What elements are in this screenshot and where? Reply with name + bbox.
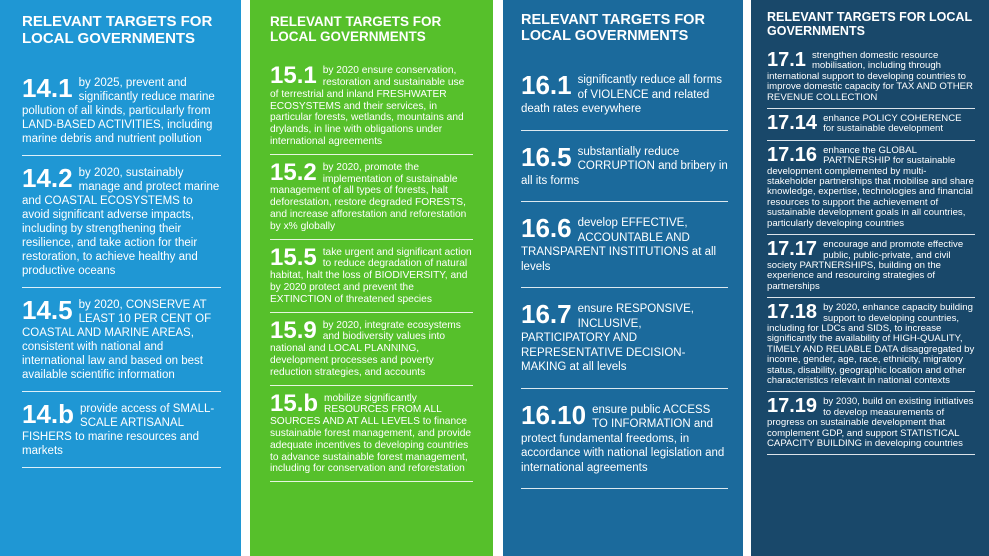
target-number: 14.5	[22, 294, 73, 325]
goal-16-panel	[503, 0, 743, 556]
target-text: develop EFFECTIVE, ACCOUNTABLE AND TRANSPARENT INSTITUTIONS at all levels	[521, 217, 717, 273]
target-14-1	[22, 66, 221, 156]
target-number: 14.1	[22, 72, 73, 103]
target-number: 15.9	[270, 316, 317, 344]
target-number: 17.16	[767, 143, 818, 166]
target-text: by 2020, CONSERVE AT LEAST 10 PER CENT OF COASTAL AND MARINE AREAS, consistent with national and international law and based on best available scientific information	[22, 298, 212, 381]
target-17-1	[767, 46, 975, 109]
target-15-5	[270, 240, 473, 313]
target-number: 16.10	[521, 399, 587, 430]
target-text: ensure public ACCESS TO INFORMATION and protect fundamental freedoms, in accordance with national legislation and international agreements	[521, 403, 725, 474]
target-16-6	[521, 202, 728, 288]
target-17-18	[767, 298, 975, 392]
target-text: enhance the GLOBAL PARTNERSHIP for sustainable development complemented by multi-stakeholder partnerships that mobilise and share knowledge, expertise, technologies and financial resources to support the achievement of sustainable development goals in all countries, particularly developing countries	[767, 144, 974, 229]
target-text: take urgent and significant action to reduce degradation of natural habitat, halt the loss of BIODIVERSITY, and by 2020 protect and prevent the EXTINCTION of threatened species	[270, 246, 472, 305]
target-number: 15.2	[270, 158, 317, 186]
target-text: by 2025, prevent and significantly reduce marine pollution of all kinds, particularly from LAND-BASED ACTIVITIES, including marine debris and nutrient pollution	[22, 76, 215, 145]
target-number: 16.6	[521, 213, 572, 244]
target-text: encourage and promote effective public, public-private, and civil society PARTNERSHIPS, building on the experience and resourcing strategies of partnerships	[767, 239, 964, 292]
target-14-5	[22, 288, 221, 392]
target-text: enhance POLICY COHERENCE for sustainable development	[823, 113, 962, 135]
target-number: 14.b	[22, 398, 75, 429]
target-text: by 2020 ensure conservation, restoration and sustainable use of terrestrial and inland FRESHWATER ECOSYSTEMS and their services, in particular forests, wetlands, mountains and drylands, in line with obligations under international agreements	[270, 65, 465, 147]
target-text: provide access of SMALL-SCALE ARTISANAL FISHERS to marine resources and markets	[22, 402, 215, 457]
target-number: 17.1	[767, 49, 806, 71]
target-number: 16.5	[521, 141, 572, 172]
target-number: 17.14	[767, 112, 818, 135]
target-text: ensure RESPONSIVE, INCLUSIVE, PARTICIPATORY AND REPRESENTATIVE DECISION-MAKING at all levels	[521, 303, 694, 374]
goal-15-panel	[250, 0, 493, 556]
target-number: 14.2	[22, 162, 73, 193]
target-text: significantly reduce all forms of VIOLENCE and related death rates everywhere	[521, 74, 723, 116]
target-number: 16.1	[521, 70, 572, 101]
target-16-5	[521, 131, 728, 203]
goal-14-panel	[0, 0, 241, 556]
target-16-7	[521, 288, 728, 389]
target-number: 16.7	[521, 299, 572, 330]
target-15-b	[270, 386, 473, 483]
target-text: by 2020, promote the implementation of sustainable management of all types of forests, halt deforestation, restore degraded FORESTS, and increase afforestation and reforestation by x% globally	[270, 161, 467, 232]
panel-header: RELEVANT TARGETS FOR LOCAL GOVERNMENTS	[270, 14, 442, 45]
goal-17-panel	[751, 0, 989, 556]
target-17-14	[767, 109, 975, 141]
panel-header: RELEVANT TARGETS FOR LOCAL GOVERNMENTS	[22, 13, 213, 47]
target-number: 15.b	[270, 389, 319, 417]
target-number: 17.18	[767, 301, 818, 324]
target-text: strengthen domestic resource mobilisation, including through international support to developing countries to improve domestic capacity for TAX AND OTHER REVENUE COLLECTION	[767, 50, 973, 103]
target-text: by 2030, build on existing initiatives to develop measurements of progress on sustainable development that complement GDP, and support STATISTICAL CAPACITY BUILDING in developing countries	[767, 396, 974, 449]
target-text: mobilize significantly RESOURCES FROM ALL SOURCES AND AT ALL LEVELS to finance sustainable forest management, and provide adequate incentives to developing countries to advance sustainable forest management, including for conservation and reforestation	[270, 392, 472, 475]
target-17-17	[767, 235, 975, 298]
target-text: substantially reduce CORRUPTION and bribery in all its forms	[521, 145, 728, 187]
target-15-9	[270, 313, 473, 386]
target-number: 15.1	[270, 62, 317, 90]
panel-header: RELEVANT TARGETS FOR LOCAL GOVERNMENTS	[521, 12, 705, 45]
target-text: by 2020, enhance capacity building support to developing countries, including for LDCs and SIDS, to increase significantly the availability of HIGH-QUALITY, TIMELY AND RELIABLE DATA disaggregated by income, gender, age, race, ethnicity, migratory status, disability, geographic location and other characteristics relevant in national contexts	[767, 302, 975, 386]
target-15-2	[270, 155, 473, 240]
target-14-2	[22, 156, 221, 288]
target-number: 17.17	[767, 238, 818, 261]
target-16-10	[521, 389, 728, 490]
target-number: 15.5	[270, 243, 317, 271]
target-text: by 2020, sustainably manage and protect marine and COASTAL ECOSYSTEMS to avoid significant adverse impacts, including by strengthening their resilience, and take action for their restoration, to achieve healthy and productive oceans	[22, 166, 220, 277]
target-14-b	[22, 392, 221, 468]
panel-header: RELEVANT TARGETS FOR LOCAL GOVERNMENTS	[767, 10, 972, 38]
target-number: 17.19	[767, 395, 818, 418]
target-16-1	[521, 59, 728, 131]
target-15-1	[270, 58, 473, 155]
target-17-19	[767, 392, 975, 455]
target-17-16	[767, 141, 975, 235]
target-text: by 2020, integrate ecosystems and biodiversity values into national and LOCAL PLANNING, development processes and poverty reduction strategies, and accounts	[270, 319, 461, 378]
